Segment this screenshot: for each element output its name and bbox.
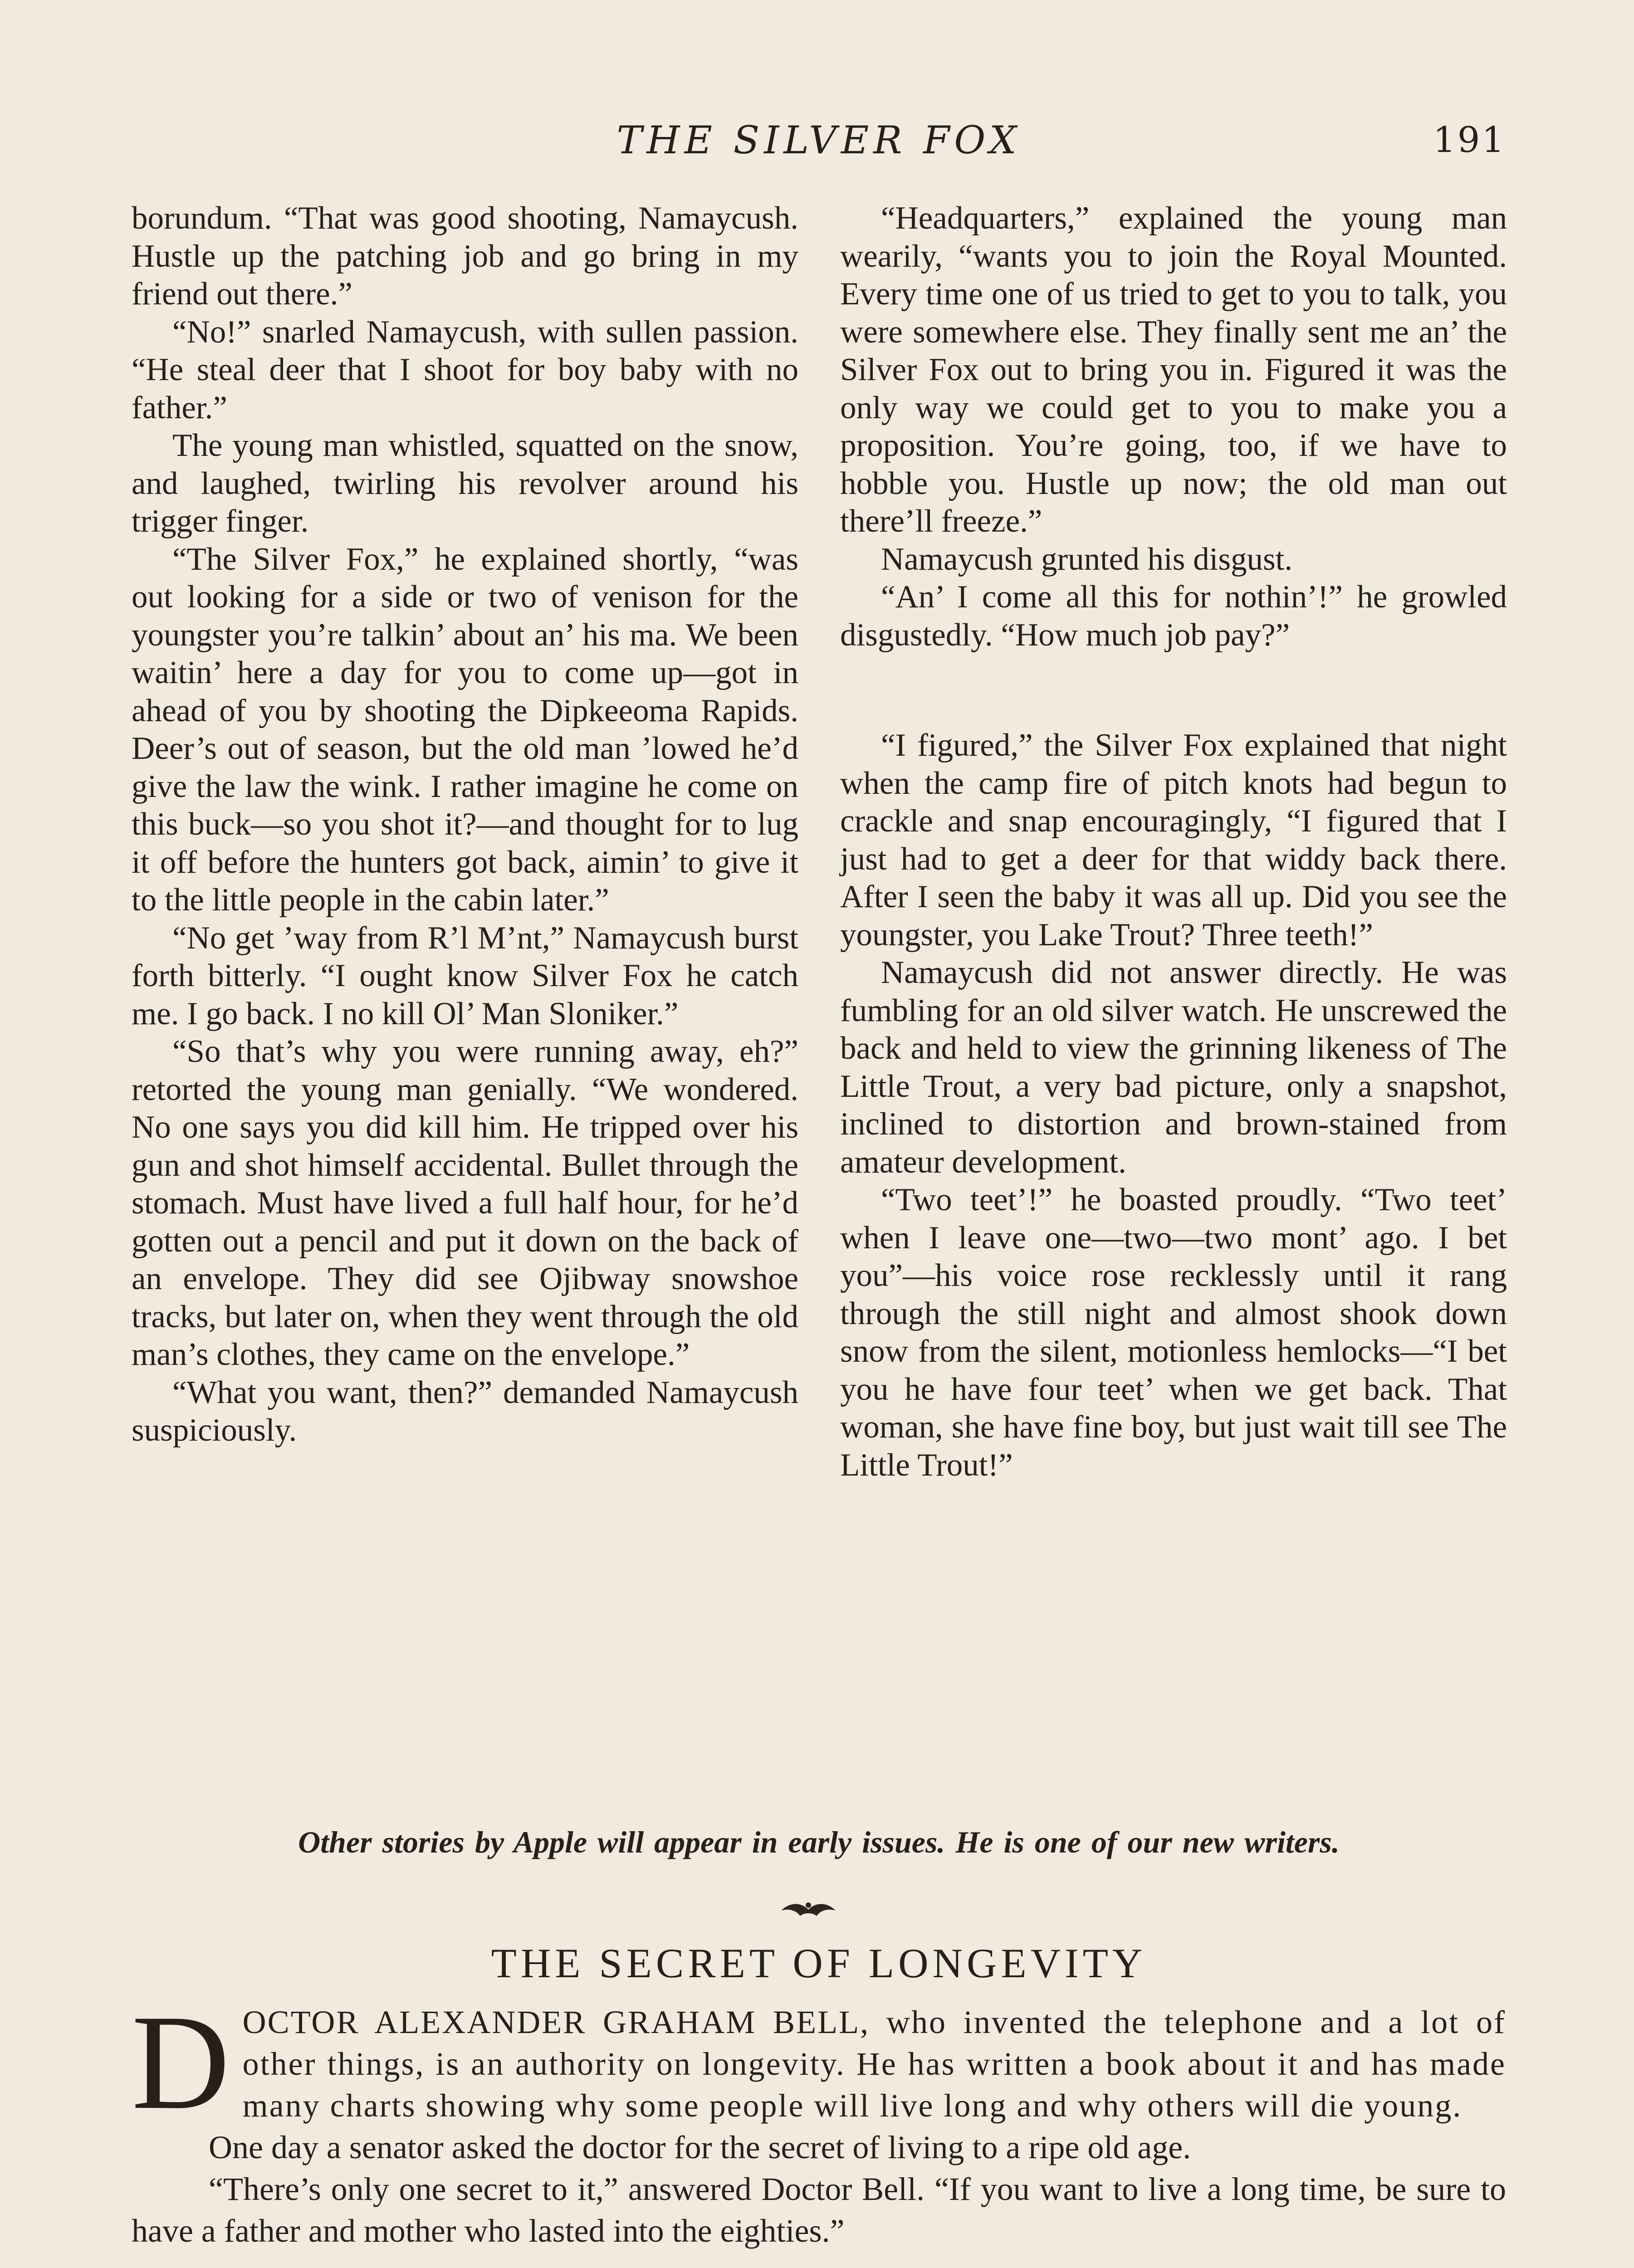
fleuron-ornament-icon — [777, 1896, 840, 1923]
paragraph: The young man whistled, squatted on the snow, and laughed, twirling his revolver around his trigger finger. — [132, 428, 798, 539]
paragraph: “Headquarters,” explained the young man wearily, “wants you to join the Royal Mounted. Every time one of us tried to get to you to talk, you were somewhere else. They finally sent me an’ the Silver Fox out to bring you in. Figured it was the only way we could get to you to make you a proposition. You’re going, too, if we have to hobble you. Hustle up now; the old man out there’ll freeze.” — [840, 200, 1507, 539]
page-header — [132, 113, 1506, 168]
article-paragraph: One day a senator asked the doctor for the secret of living to a ripe old age. — [209, 2129, 1191, 2165]
paragraph: “No!” snarled Namaycush, with sullen passion. “He steal deer that I shoot for boy baby with no father.” — [132, 314, 798, 425]
paragraph: “What you want, then?” demanded Namaycush suspiciously. — [132, 1374, 798, 1448]
article-first-paragraph — [132, 1987, 1506, 2137]
paragraph: “Two teet’!” he boasted proudly. “Two teet’ when I leave one—two—two mont’ ago. I bet you”—his voice rose recklessly until it rang through the still night and almost shook down snow from the silent, motionless hemlocks—“I bet you he have four teet’ when we get back. That woman, she have fine boy, but just wait till see The Little Trout!” — [840, 1182, 1507, 1483]
right-column — [840, 200, 1507, 1484]
article-title: THE SECRET OF LONGEVITY — [491, 1940, 1147, 1986]
drop-cap: D — [132, 1987, 230, 2137]
first-paragraph-text: OCTOR ALEXANDER GRAHAM BELL, who invented the telephone and a lot of other things, is an authority on longevity. He has written a book about it and has made many charts showing why some people will live long and why others will die young. — [242, 2004, 1506, 2124]
article-paragraph: “There’s only one secret to it,” answered Doctor Bell. “If you want to live a long time, be sure to have a father and mother who lasted into the eighties.” — [132, 2171, 1506, 2249]
running-title: THE SILVER FOX — [616, 118, 1021, 162]
paragraph: “An’ I come all this for nothin’!” he growled disgustedly. “How much job pay?” — [840, 579, 1507, 653]
paragraph: Namaycush did not answer directly. He was fumbling for an old silver watch. He unscrewed the back and held to view the grinning likeness of The Little Trout, a very bad picture, only a snapshot, inclined to distortion and brown-stained from amateur development. — [840, 955, 1507, 1180]
editor-note: Other stories by Apple will appear in early issues. He is one of our new writers. — [298, 1825, 1340, 1859]
paragraph: borundum. “That was good shooting, Namaycush. Hustle up the patching job and go bring in my friend out there.” — [132, 200, 798, 312]
left-column — [132, 200, 798, 1450]
paragraph: “So that’s why you were running away, eh?” retorted the young man genially. “We wondered. No one says you did kill him. He tripped over his gun and shot himself accidental. Bullet through the stomach. Must have lived a full half hour, for he’d gotten out a pencil and put it down on the back of an envelope. They did see Ojibway snowshoe tracks, but later on, when they went through the old man’s clothes, they came on the envelope.” — [132, 1034, 798, 1372]
page-number: 191 — [1433, 120, 1506, 161]
article-body — [132, 1987, 1506, 2252]
paragraph: “I figured,” the Silver Fox explained that night when the camp fire of pitch knots had begun to crackle and snap encouragingly, “I figured that I just had to get a deer for that widdy back there. After I seen the baby it was all up. Did you see the youngster, you Lake Trout? Three teeth!” — [840, 728, 1507, 953]
paragraph: “No get ’way from R’l M’nt,” Namaycush burst forth bitterly. “I ought know Silver Fox he catch me. I go back. I no kill Ol’ Man Sloniker.” — [132, 920, 798, 1031]
paragraph: Namaycush grunted his disgust. — [881, 541, 1293, 577]
paragraph: “The Silver Fox,” he explained shortly, “was out looking for a side or two of venison for the youngster you’re talkin’ about an’ his ma. We been waitin’ here a day for you to come up—got in ahead of you by shooting the Dipkeeoma Rapids. Deer’s out of season, but the old man ’lowed he’d give the law the wink. I rather imagine he come on this buck—so you shot it?—and thought for to lug it off before the hunters got back, aimin’ to give it to the little people in the cabin later.” — [132, 541, 798, 918]
